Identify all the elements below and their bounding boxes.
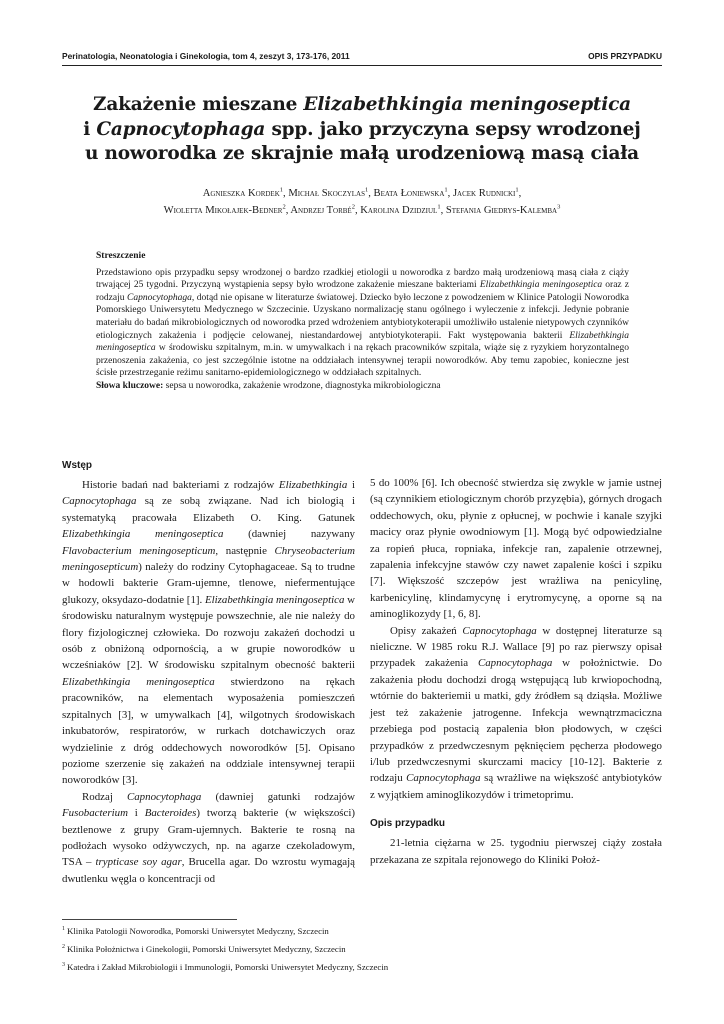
journal-citation: Perinatologia, Neonatologia i Ginekologia, tom 4, zeszyt 3, 173-176, 2011 — [62, 51, 350, 61]
title-line-2: i Capnocytophaga spp. jako przyczyna sepsy wrodzonej — [83, 118, 641, 140]
section-heading-case-report: Opis przypadku — [370, 818, 446, 830]
article-title — [62, 93, 662, 167]
header-divider — [62, 65, 662, 66]
author-affiliation: 1 — [365, 186, 369, 194]
author-name: Agnieszka Kordek — [202, 188, 280, 199]
keywords-text: sepsa u noworodka, zakażenie wrodzone, diagnostyka mikrobiologiczna — [163, 380, 441, 391]
footnote-divider — [62, 919, 237, 920]
author-name: Wioletta Mikołajek-Bedner — [163, 204, 283, 216]
paragraph: Historie badań nad bakteriami z rodzajów Elizabethkingia i Capnocytophaga są ze sobą związane. Nad ich biologią i systematyką pracowała Elizabeth O. King. Gatunek Elizabethkingia meningoseptica (dawniej nazywany Flavobacterium meningosepticum, następnie Chryseobacterium meningosepticum) należy do rodziny Cytophagaceae. Są to trudne w hodowli bakterie Gram-ujemne, tlenowe, niefermentujące glukozy, oksydazo-dodatnie [1]. Elizabethkingia meningoseptica w środowisku naturalnym występuje powszechnie, ale nie należy do flory fizjologicznej człowieka. Do rozwoju zakażeń dochodzi u osób z obniżoną odpornością, a w grupie noworodków u wcześniaków [2]. W środowisku szpitalnym obecność bakterii Elizabethkingia meningoseptica stwierdzono na rękach pracowników, na elementach wyposażenia pomieszczeń szpitalnych [3], w umywalkach [4], wilgotnych środowiskach inkubatorów, respiratorów, w rurkach dotchawiczych oraz wydzielinie z dróg oddechowych noworodków [5]. Opisano poziome szerzenie się zakażeń na oddziale intensywnej terapii noworodków [3]. — [62, 479, 356, 787]
author-name: Michał Skoczylas — [288, 188, 365, 199]
left-column — [62, 459, 355, 887]
footnote-number: 2 — [62, 943, 65, 950]
right-column — [370, 475, 662, 868]
title-line-3: u noworodka ze skrajnie małą urodzeniową masą ciała — [85, 143, 639, 164]
author-affiliation: 1 — [437, 202, 441, 210]
author-name: Jacek Rudnicki — [452, 188, 516, 199]
author-affiliation: 1 — [444, 186, 448, 194]
paragraph: 5 do 100% [6]. Ich obecność stwierdza się zwykle w jamie ustnej (są czynnikiem etiologicznym chorób przyzębia), górnych drogach oddechowych, oku, płynie z opłucnej, w pochwie i kanale szyjki macicy oraz płynie owodniowym [1]. Mogą być odpowiedzialne za ropień płuca, ropniaka, infekcje ran, zapalenie otrzewnej, zapalenia infekcyjne stawów czy nawet zapalenie kości i szpiku [7]. Większość szczepów jest wrażliwa na penicylinę, karbenicylinę, klindamycynę i erytromycynę, a oporne są na aminoglikozydy [1, 6, 8]. — [370, 477, 662, 621]
running-header — [62, 51, 662, 65]
author-name: Karolina Dzidziul — [360, 204, 438, 216]
author-name: Beata Łoniewska — [373, 188, 445, 199]
footnote: $^2$ Klinika Położnictwa i Ginekologii, Pomorski Uniwersytet Medyczny, Szczecin — [62, 943, 346, 954]
author-affiliation: 3 — [557, 202, 561, 210]
author-affiliation: 1 — [515, 186, 519, 194]
article-type-label: OPIS PRZYPADKU — [588, 51, 662, 61]
paragraph: Rodzaj Capnocytophaga (dawniej gatunki rodzajów Fusobacterium i Bacteroides) tworzą bakterie (w większości) beztlenowe z grupy Gram-ujemnych. Bakterie te rosną na podłożach wysoko odżywczych, np. na agarze czekoladowym, TSA – trypticase soy agar, Brucella agar. Do wzrostu wymagają dwutlenku węgla o koncentracji od — [62, 790, 355, 885]
author-affiliation: 2 — [351, 202, 355, 210]
author-line-2: Wioletta Mikołajek-Bedner$^2$, Andrzej Torbé$^2$, Karolina Dzidziul$^1$, Stefania Giedrys-Kalemba$^3$ — [163, 202, 561, 216]
author-affiliation: 1 — [279, 186, 284, 194]
author-name: Stefania Giedrys-Kalemba — [445, 204, 558, 216]
author-name: Andrzej Torbé — [290, 204, 352, 216]
abstract — [96, 250, 629, 393]
title-line-1: Zakażenie mieszane Elizabethkingia meningoseptica — [93, 94, 631, 115]
author-list — [62, 186, 662, 219]
footnote: $^1$ Klinika Patologii Noworodka, Pomorski Uniwersytet Medyczny, Szczecin — [62, 926, 329, 936]
paragraph: 21-letnia ciężarna w 25. tygodniu pierwszej ciąży została przekazana ze szpitala rejonowego do Kliniki Położ- — [370, 837, 662, 866]
footnote: $^3$ Katedra i Zakład Mikrobiologii i Immunologii, Pomorski Uniwersytet Medyczny, Szczecin — [62, 961, 389, 972]
abstract-text: Przedstawiono opis przypadku sepsy wrodzonej o bardzo rzadkiej etiologii u noworodka z bardzo małą urodzeniową masą ciała z ciąży trwającej 25 tygodni. Przyczyną wystąpienia sepsy było wrodzone zakażenie mieszane bakteriami Elizabethkingia meningoseptica oraz z rodzaju Capnocytophaga, dotąd nie opisane w literaturze światowej. Dziecko było leczone z powodzeniem w Klinice Patologii Noworodka Pomorskiego Uniwersytetu Medycznego w Szczecinie. Uzyskano normalizację stanu ogólnego i wyleczenie z infekcji. Jedynie pobranie materiału do badań mikrobiologicznych od noworodka przed wdrożeniem antybiotykoterapii umożliwiło ustalenie nietypowych czynników etiologicznych zakażenia i podjęcie celowanej, niestandardowej antybiotykoterapii. Fakt występowania bakterii Elizabethkingia meningoseptica w środowisku szpitalnym, m.in. w umywalkach i na rękach pracowników szpitala, wiąże się z ryzykiem horyzontalnego przenoszenia zakażenia, co jest szczególnie istotne na oddziałach intensywnej terapii noworodków. Aby temu zapobiec, konieczne jest ścisłe przestrzeganie reżimu sanitarno-epidemiologicznego w oddziałach szpitalnych. — [96, 267, 629, 379]
author-affiliation: 2 — [282, 202, 286, 210]
section-heading-introduction: Wstęp — [62, 460, 92, 471]
footnote-number: 3 — [62, 961, 65, 968]
keywords-label: Słowa kluczowe: — [96, 380, 164, 391]
keywords — [96, 380, 629, 393]
footnotes — [62, 923, 662, 976]
author-line-1: Agnieszka Kordek$^1$, Michał Skoczylas$^1$, Beata Łoniewska$^1$, Jacek Rudnicki$^1$, — [202, 186, 522, 199]
paragraph: Opisy zakażeń Capnocytophaga w dostępnej literaturze są nieliczne. W 1985 roku R.J. Wallace [9] po raz pierwszy opisał przypadek zakażenia Capnocytophaga w położnictwie. Do zakażenia płodu dochodzi drogą wstępującą lub krwiopochodną, wtórnie do bakteriemii u matki, gdy źródłem są dziąsła. Możliwe jest też zakażenie jatrogenne. Infekcja wewnątrzmaciczna przebiega pod postacią zapalenia błon płodowych, w części przypadków z przedwczesnym pęknięciem pęcherza płodowego i/lub przedwczesnymi skurczami macicy [10-12]. Bakterie z rodzaju Capnocytophaga są wrażliwe na większość antybiotyków z wyjątkiem aminoglikozydów i trimetoprimu. — [370, 624, 662, 801]
abstract-heading: Streszczenie — [96, 251, 146, 261]
footnote-number: 1 — [62, 926, 65, 933]
